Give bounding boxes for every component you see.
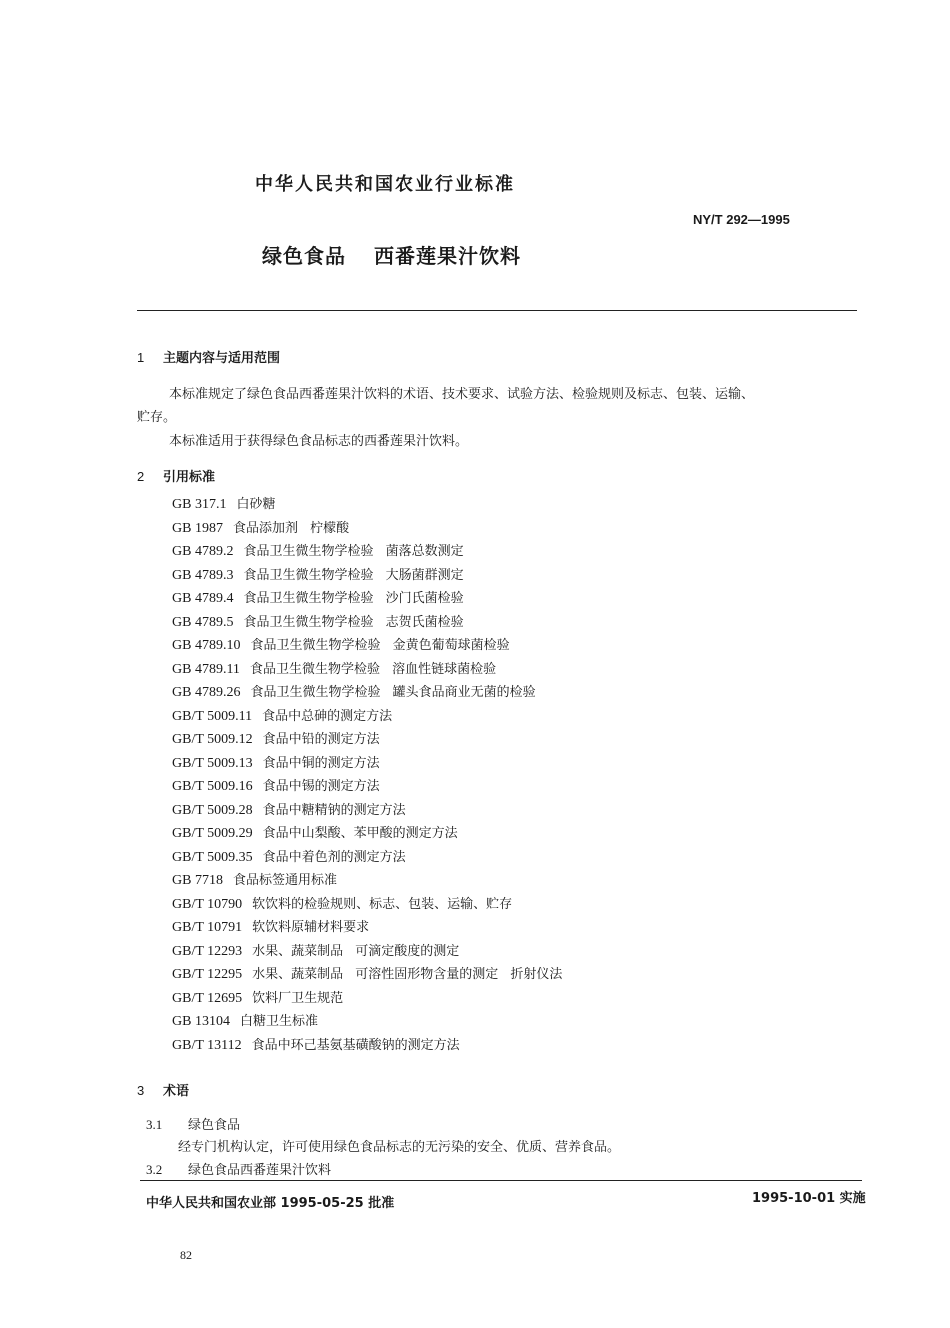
reference-title: 食品中环己基氨基磺酸钠的测定方法 bbox=[251, 1037, 460, 1053]
reference-item bbox=[172, 965, 562, 989]
reference-item bbox=[172, 566, 562, 590]
reference-item bbox=[172, 683, 562, 707]
reference-code: GB 317.1 bbox=[172, 497, 227, 512]
term-3-2-title: 绿色食品西番莲果汁饮料 bbox=[188, 1163, 332, 1178]
standard-number: NY/T 292—1995 bbox=[693, 212, 790, 227]
reference-item bbox=[172, 942, 562, 966]
reference-title: 软饮料原辅材料要求 bbox=[252, 920, 370, 935]
term-3-2-heading bbox=[146, 1159, 331, 1178]
reference-title: 软饮料的检验规则、标志、包装、运输、贮存 bbox=[252, 896, 513, 912]
reference-title: 食品卫生微生物学检验 菌落总数测定 bbox=[243, 544, 464, 559]
reference-item bbox=[172, 707, 562, 731]
reference-item bbox=[172, 824, 562, 848]
term-3-2-number: 3.2 bbox=[146, 1162, 163, 1177]
reference-title: 食品中着色剂的测定方法 bbox=[262, 849, 406, 865]
reference-code: GB 4789.26 bbox=[172, 685, 241, 700]
section-1-paragraph-2: 本标准适用于获得绿色食品标志的西番莲果汁饮料。 bbox=[169, 434, 469, 449]
term-3-1-number: 3.1 bbox=[146, 1117, 163, 1132]
reference-code: GB 1987 bbox=[172, 520, 223, 536]
reference-title: 食品标签通用标准 bbox=[232, 873, 337, 888]
term-3-1-title: 绿色食品 bbox=[188, 1118, 241, 1133]
reference-item bbox=[172, 730, 562, 754]
reference-code: GB/T 5009.12 bbox=[172, 732, 253, 747]
reference-code: GB/T 12295 bbox=[172, 967, 243, 982]
reference-item bbox=[172, 1036, 562, 1060]
section-1-paragraph-1-line-2: 贮存。 bbox=[137, 410, 177, 425]
section-3-heading bbox=[137, 1080, 189, 1099]
term-3-1-heading bbox=[146, 1114, 240, 1133]
reference-title: 食品卫生微生物学检验 罐头食品商业无菌的检验 bbox=[250, 685, 536, 700]
reference-title: 食品中锡的测定方法 bbox=[262, 779, 380, 794]
reference-code: GB/T 5009.35 bbox=[172, 849, 253, 865]
reference-item bbox=[172, 871, 562, 895]
reference-code: GB/T 5009.13 bbox=[172, 755, 253, 771]
referenced-standards-list bbox=[172, 495, 562, 1059]
document-title bbox=[262, 240, 521, 269]
reference-item bbox=[172, 989, 562, 1013]
reference-title: 食品卫生微生物学检验 溶血性链球菌检验 bbox=[249, 661, 497, 677]
section-3-number: 3 bbox=[137, 1083, 145, 1098]
reference-code: GB/T 5009.29 bbox=[172, 826, 253, 841]
footer-divider bbox=[140, 1180, 862, 1181]
reference-code: GB 13104 bbox=[172, 1014, 230, 1029]
reference-code: GB/T 10791 bbox=[172, 920, 243, 935]
reference-item bbox=[172, 542, 562, 566]
reference-code: GB 4789.3 bbox=[172, 567, 234, 583]
reference-title: 水果、蔬菜制品 可溶性固形物含量的测定 折射仪法 bbox=[252, 967, 563, 982]
issuing-authority-title: 中华人民共和国农业行业标准 bbox=[255, 174, 515, 195]
reference-code: GB 4789.5 bbox=[172, 614, 234, 630]
reference-code: GB/T 10790 bbox=[172, 896, 243, 912]
reference-title: 白糖卫生标准 bbox=[239, 1014, 318, 1029]
approval-statement: 中华人民共和国农业部 1995-05-25 批准 bbox=[146, 1196, 395, 1211]
reference-item bbox=[172, 777, 562, 801]
reference-code: GB 7718 bbox=[172, 873, 223, 888]
reference-title: 饮料厂卫生规范 bbox=[252, 990, 344, 1006]
reference-title: 食品卫生微生物学检验 志贺氏菌检验 bbox=[243, 614, 464, 630]
header-divider bbox=[137, 310, 857, 311]
reference-item bbox=[172, 660, 562, 684]
reference-code: GB/T 5009.11 bbox=[172, 708, 253, 724]
reference-title: 食品中铅的测定方法 bbox=[262, 732, 380, 747]
section-2-number: 2 bbox=[137, 469, 145, 484]
section-2-heading bbox=[137, 466, 215, 485]
reference-code: GB/T 12695 bbox=[172, 990, 243, 1006]
reference-title: 食品添加剂 柠檬酸 bbox=[232, 520, 350, 536]
section-1-number: 1 bbox=[137, 350, 145, 365]
section-1-paragraph-1-line-1: 本标准规定了绿色食品西番莲果汁饮料的术语、技术要求、试验方法、检验规则及标志、包装、运输、 bbox=[169, 387, 755, 402]
reference-title: 食品中总砷的测定方法 bbox=[262, 708, 393, 724]
reference-code: GB/T 13112 bbox=[172, 1037, 242, 1053]
reference-code: GB 4789.2 bbox=[172, 544, 234, 559]
term-3-1-definition: 经专门机构认定，许可使用绿色食品标志的无污染的安全、优质、营养食品。 bbox=[178, 1140, 621, 1155]
reference-item bbox=[172, 589, 562, 613]
reference-code: GB 4789.4 bbox=[172, 591, 234, 606]
document-title-part2: 西番莲果汁饮料 bbox=[374, 244, 521, 268]
document-title-part1: 绿色食品 bbox=[262, 244, 346, 268]
reference-item bbox=[172, 895, 562, 919]
reference-item bbox=[172, 636, 562, 660]
section-1-heading bbox=[137, 347, 280, 366]
reference-code: GB 4789.10 bbox=[172, 638, 241, 653]
section-2-title: 引用标准 bbox=[163, 470, 216, 485]
reference-title: 食品中山梨酸、苯甲酸的测定方法 bbox=[262, 826, 458, 841]
reference-title: 白砂糖 bbox=[236, 497, 276, 512]
reference-title: 水果、蔬菜制品 可滴定酸度的测定 bbox=[252, 943, 460, 959]
reference-title: 食品卫生微生物学检验 沙门氏菌检验 bbox=[243, 591, 464, 606]
reference-item bbox=[172, 613, 562, 637]
reference-code: GB 4789.11 bbox=[172, 661, 240, 677]
reference-code: GB/T 12293 bbox=[172, 943, 243, 959]
reference-title: 食品中糖精钠的测定方法 bbox=[262, 802, 406, 818]
reference-item bbox=[172, 495, 562, 519]
section-1-title: 主题内容与适用范围 bbox=[163, 351, 281, 366]
reference-code: GB/T 5009.16 bbox=[172, 779, 253, 794]
reference-item bbox=[172, 801, 562, 825]
reference-code: GB/T 5009.28 bbox=[172, 802, 253, 818]
reference-title: 食品中铜的测定方法 bbox=[262, 755, 380, 771]
reference-item bbox=[172, 519, 562, 543]
reference-title: 食品卫生微生物学检验 金黄色葡萄球菌检验 bbox=[250, 638, 510, 653]
section-3-title: 术语 bbox=[163, 1084, 190, 1099]
implementation-date: 1995-10-01 实施 bbox=[752, 1191, 866, 1206]
reference-item bbox=[172, 848, 562, 872]
page-number: 82 bbox=[180, 1248, 192, 1262]
reference-item bbox=[172, 754, 562, 778]
reference-item bbox=[172, 918, 562, 942]
reference-title: 食品卫生微生物学检验 大肠菌群测定 bbox=[243, 567, 464, 583]
reference-item bbox=[172, 1012, 562, 1036]
